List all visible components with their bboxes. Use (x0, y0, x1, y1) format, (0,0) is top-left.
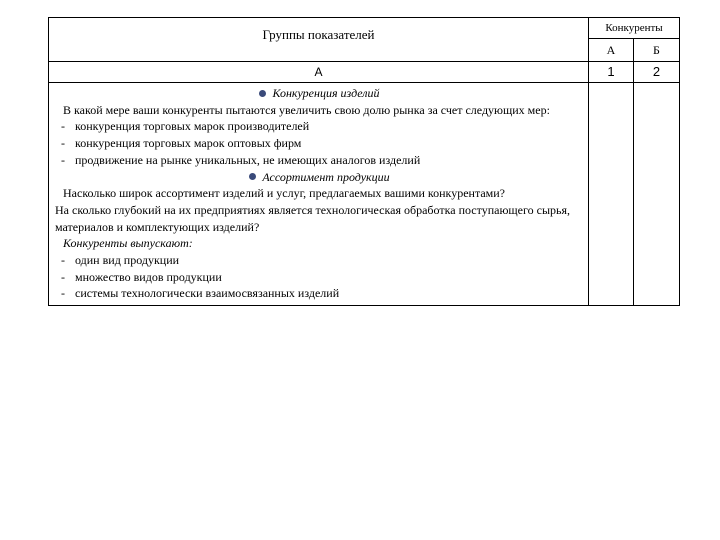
index-cell-second: 1 (589, 62, 634, 83)
list-item: - продвижение на рынке уникальных, не имеющих аналогов изделий (55, 152, 584, 169)
section1-heading (55, 85, 584, 102)
section1-question: В какой мере ваши конкуренты пытаются увеличить свою долю рынка за счет следующих мер: (63, 102, 550, 117)
indicators-content-cell (49, 83, 589, 306)
section2-title: Ассортимент продукции (262, 169, 390, 184)
competitor-analysis-table (48, 17, 680, 306)
list-item: - системы технологически взаимосвязанных изделий (55, 285, 584, 302)
header-col-a: А (589, 39, 634, 62)
list-item: - множество видов продукции (55, 269, 584, 286)
bullet-icon (259, 90, 266, 97)
bullet-icon (249, 173, 256, 180)
section2-heading (55, 169, 584, 186)
list-item: - один вид продукции (55, 252, 584, 269)
competitor-a-value-cell (589, 83, 634, 306)
index-cell-first: А (49, 62, 589, 83)
competitor-b-value-cell (634, 83, 680, 306)
index-cell-third: 2 (634, 62, 680, 83)
header-competitors-title: Конкуренты (605, 22, 663, 34)
header-groups-cell (49, 18, 589, 62)
header-groups-title: Группы показателей (262, 27, 375, 42)
section2-lead: Конкуренты выпускают: (63, 236, 193, 251)
section2-question1: Насколько широк ассортимент изделий и услуг, предлагаемых вашими конкурентами? (63, 186, 506, 201)
header-col-b: Б (634, 39, 680, 62)
list-item: - конкуренция торговых марок производителей (55, 118, 584, 135)
header-competitors-cell (589, 18, 680, 39)
section2-question2: На сколько глубокий на их предприятиях является технологическая обработка поступающего сырья, материалов и комплектующих изделий? (55, 202, 570, 234)
list-item: - конкуренция торговых марок оптовых фирм (55, 135, 584, 152)
section1-title: Конкуренция изделий (272, 86, 380, 100)
